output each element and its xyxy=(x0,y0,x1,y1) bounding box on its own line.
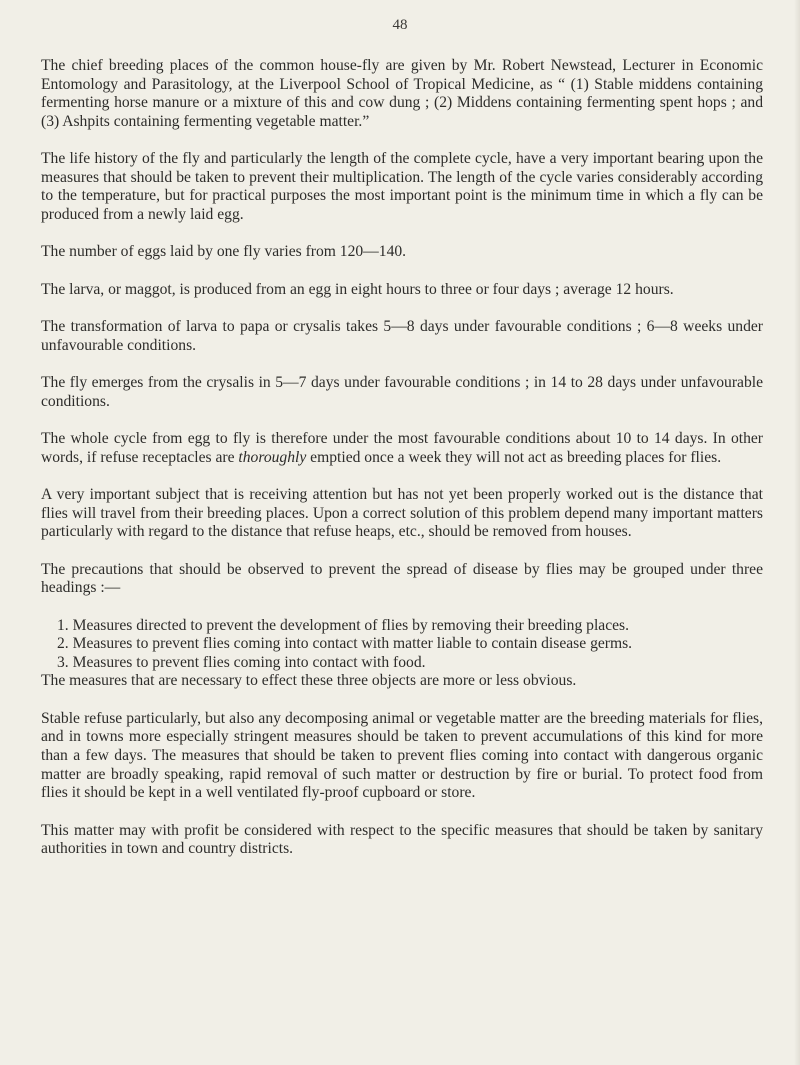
whole-cycle-text-2: emptied once a week they will not act as breeding places for flies. xyxy=(306,448,722,466)
list-item: 3. Measures to prevent flies coming into contact with food. xyxy=(57,653,426,671)
document-body xyxy=(41,57,763,859)
paragraph-larva: The larva, or maggot, is produced from an egg in eight hours to three or four days ; average 12 hours. xyxy=(41,280,674,298)
page-edge-shadow xyxy=(794,0,800,1065)
list-item: 2. Measures to prevent flies coming into contact with matter liable to contain disease germs. xyxy=(57,635,633,653)
paragraph-whole-cycle xyxy=(41,430,763,467)
whole-cycle-text-1: The whole cycle from egg to fly is therefore under the most favourable conditions about 10 to 14 days. In other words, if refuse receptacles are xyxy=(41,430,763,466)
measures-list xyxy=(41,617,763,691)
paragraph-breeding-places: The chief breeding places of the common house-fly are given by Mr. Robert Newstead, Lecturer in Economic Entomology and Parasitology, at the Liverpool School of Tropical Medicine, as “ (1) Stable middens containing fermenting horse manure or a mixture of this and cow dung ; (2) Middens containing fermenting spent hops ; and (3) Ashpits containing fermenting vegetable matter.” xyxy=(41,57,763,130)
page-number: 48 xyxy=(392,17,408,33)
paragraph-travel-distance: A very important subject that is receiving attention but has not yet been properly worked out is the distance that flies will travel from their breeding places. Upon a correct solution of this problem depend many important matters particularly with regard to the distance that refuse heaps, etc., should be removed from houses. xyxy=(41,486,763,541)
whole-cycle-emphasis: thoroughly xyxy=(238,448,307,466)
paragraph-sanitary-authorities: This matter may with profit be considered with respect to the specific measures that should be taken by sanitary authorities in town and country districts. xyxy=(41,821,763,858)
paragraph-pupa: The transformation of larva to papa or crysalis takes 5—8 days under favourable conditions ; 6—8 weeks under unfavourable conditions. xyxy=(41,318,763,354)
paragraph-life-history: The life history of the fly and particularly the length of the complete cycle, have a very important bearing upon the measures that should be taken to prevent their multiplication. The length of the cycle varies considerably according to the temperature, but for practical purposes the most important point is the minimum time in which a fly can be produced from a newly laid egg. xyxy=(41,150,763,223)
list-item: 1. Measures directed to prevent the development of flies by removing their breeding places. xyxy=(57,616,630,634)
paragraph-egg-count: The number of eggs laid by one fly varies from 120—140. xyxy=(41,243,407,261)
paragraph-emergence: The fly emerges from the crysalis in 5—7 days under favourable conditions ; in 14 to 28 days under unfavourable conditions. xyxy=(41,374,763,410)
paragraph-stable-refuse: Stable refuse particularly, but also any decomposing animal or vegetable matter are the breeding materials for flies, and in towns more especially stringent measures should be taken to prevent accumulations of this kind for more than a few days. The measures that should be taken to prevent flies coming into contact with dangerous organic matter are broadly speaking, rapid removal of such matter or destruction by fire or burial. To protect food from flies it should be kept in a well ventilated fly-proof cupboard or store. xyxy=(41,709,763,802)
paragraph-measures-obvious: The measures that are necessary to effect these three objects are more or less obvious. xyxy=(41,672,577,690)
paragraph-precautions: The precautions that should be observed to prevent the spread of disease by flies may be grouped under three headings :— xyxy=(41,560,763,597)
